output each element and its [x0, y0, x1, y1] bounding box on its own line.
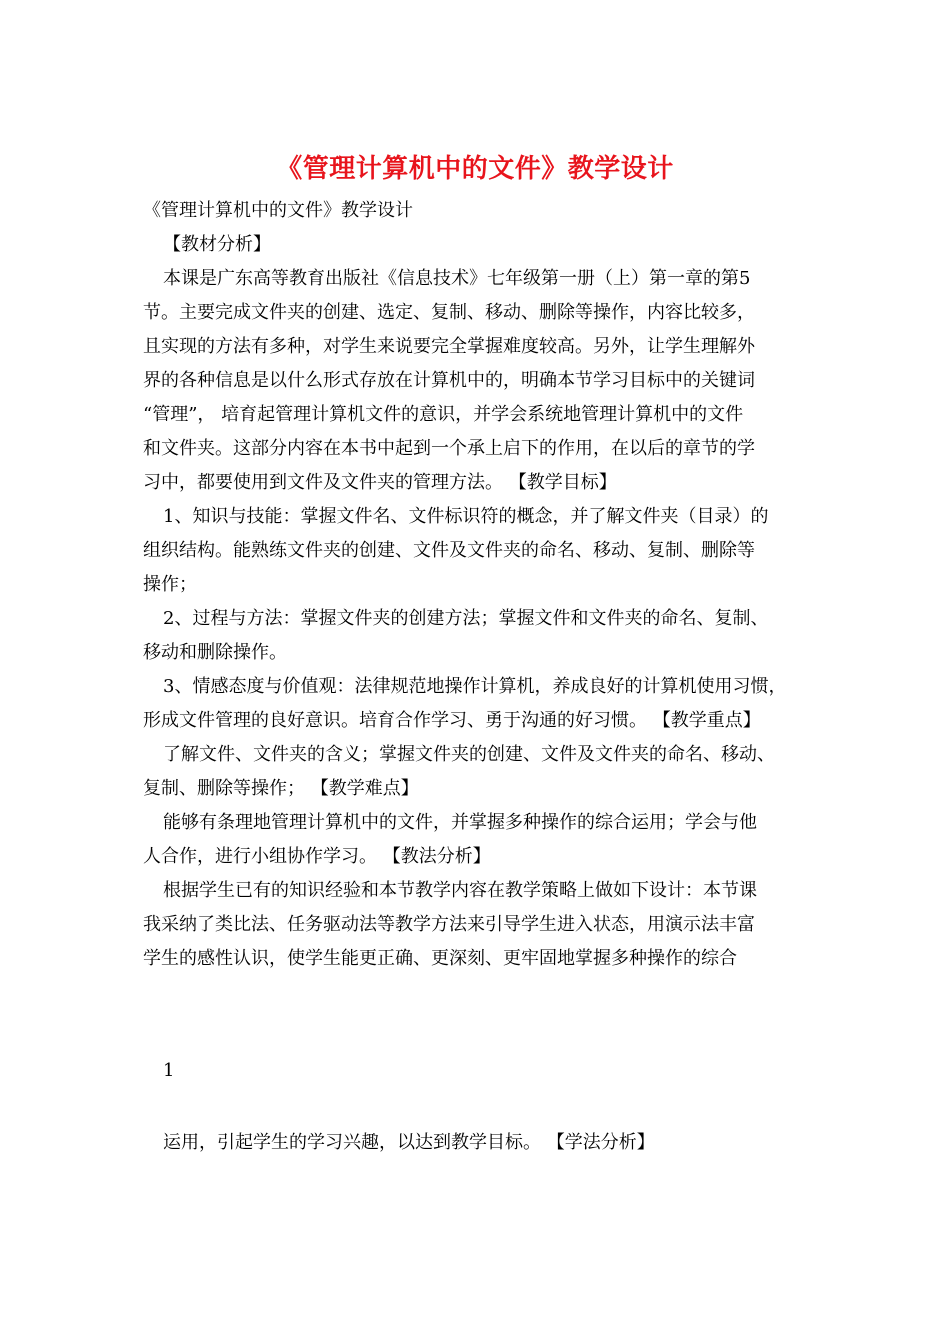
- body-line: “管理”， 培育起管理计算机文件的意识，并学会系统地管理计算机中的文件: [143, 404, 744, 425]
- document-body: [143, 194, 823, 976]
- body-line: 2、过程与方法：掌握文件夹的创建方法；掌握文件和文件夹的命名、复制、: [163, 608, 769, 629]
- body-line: 【教材分析】: [163, 234, 271, 255]
- body-line: 形成文件管理的良好意识。培育合作学习、勇于沟通的好习惯。 【教学重点】: [143, 710, 761, 731]
- continuation-line: 运用，引起学生的学习兴趣，以达到教学目标。 【学法分析】: [163, 1132, 655, 1153]
- body-line: 移动和删除操作。: [143, 642, 287, 663]
- body-line: 3、情感态度与价值观：法律规范地操作计算机，养成良好的计算机使用习惯，: [163, 676, 787, 697]
- body-line: 我采纳了类比法、任务驱动法等教学方法来引导学生进入状态，用演示法丰富: [143, 914, 755, 935]
- body-line: 学生的感性认识，使学生能更正确、更深刻、更牢固地掌握多种操作的综合: [143, 948, 737, 969]
- body-line: 了解文件、文件夹的含义；掌握文件夹的创建、文件及文件夹的命名、移动、: [163, 744, 775, 765]
- page-number: 1: [163, 1060, 175, 1081]
- body-line: 习中，都要使用到文件及文件夹的管理方法。 【教学目标】: [143, 472, 617, 493]
- body-line: 人合作，进行小组协作学习。 【教法分析】: [143, 846, 491, 867]
- document-title: 《管理计算机中的文件》教学设计: [276, 154, 674, 184]
- subtitle-line: 《管理计算机中的文件》教学设计: [143, 200, 413, 221]
- body-line: 复制、删除等操作； 【教学难点】: [143, 778, 419, 799]
- body-line: 界的各种信息是以什么形式存放在计算机中的，明确本节学习目标中的关键词: [143, 370, 755, 391]
- body-line: 和文件夹。这部分内容在本书中起到一个承上启下的作用，在以后的章节的学: [143, 438, 755, 459]
- body-line: 组织结构。能熟练文件夹的创建、文件及文件夹的命名、移动、复制、删除等: [143, 540, 755, 561]
- body-line: 本课是广东高等教育出版社《信息技术》七年级第一册（上）第一章的第5: [163, 268, 751, 289]
- body-line: 操作；: [143, 574, 197, 595]
- body-line: 根据学生已有的知识经验和本节教学内容在教学策略上做如下设计：本节课: [163, 880, 757, 901]
- body-line: 1、知识与技能：掌握文件名、文件标识符的概念，并了解文件夹（目录）的: [163, 506, 769, 527]
- body-line: 能够有条理地管理计算机中的文件，并掌握多种操作的综合运用；学会与他: [163, 812, 757, 833]
- body-line: 且实现的方法有多种，对学生来说要完全掌握难度较高。另外，让学生理解外: [143, 336, 755, 357]
- body-line: 节。主要完成文件夹的创建、选定、复制、移动、删除等操作，内容比较多，: [143, 302, 755, 323]
